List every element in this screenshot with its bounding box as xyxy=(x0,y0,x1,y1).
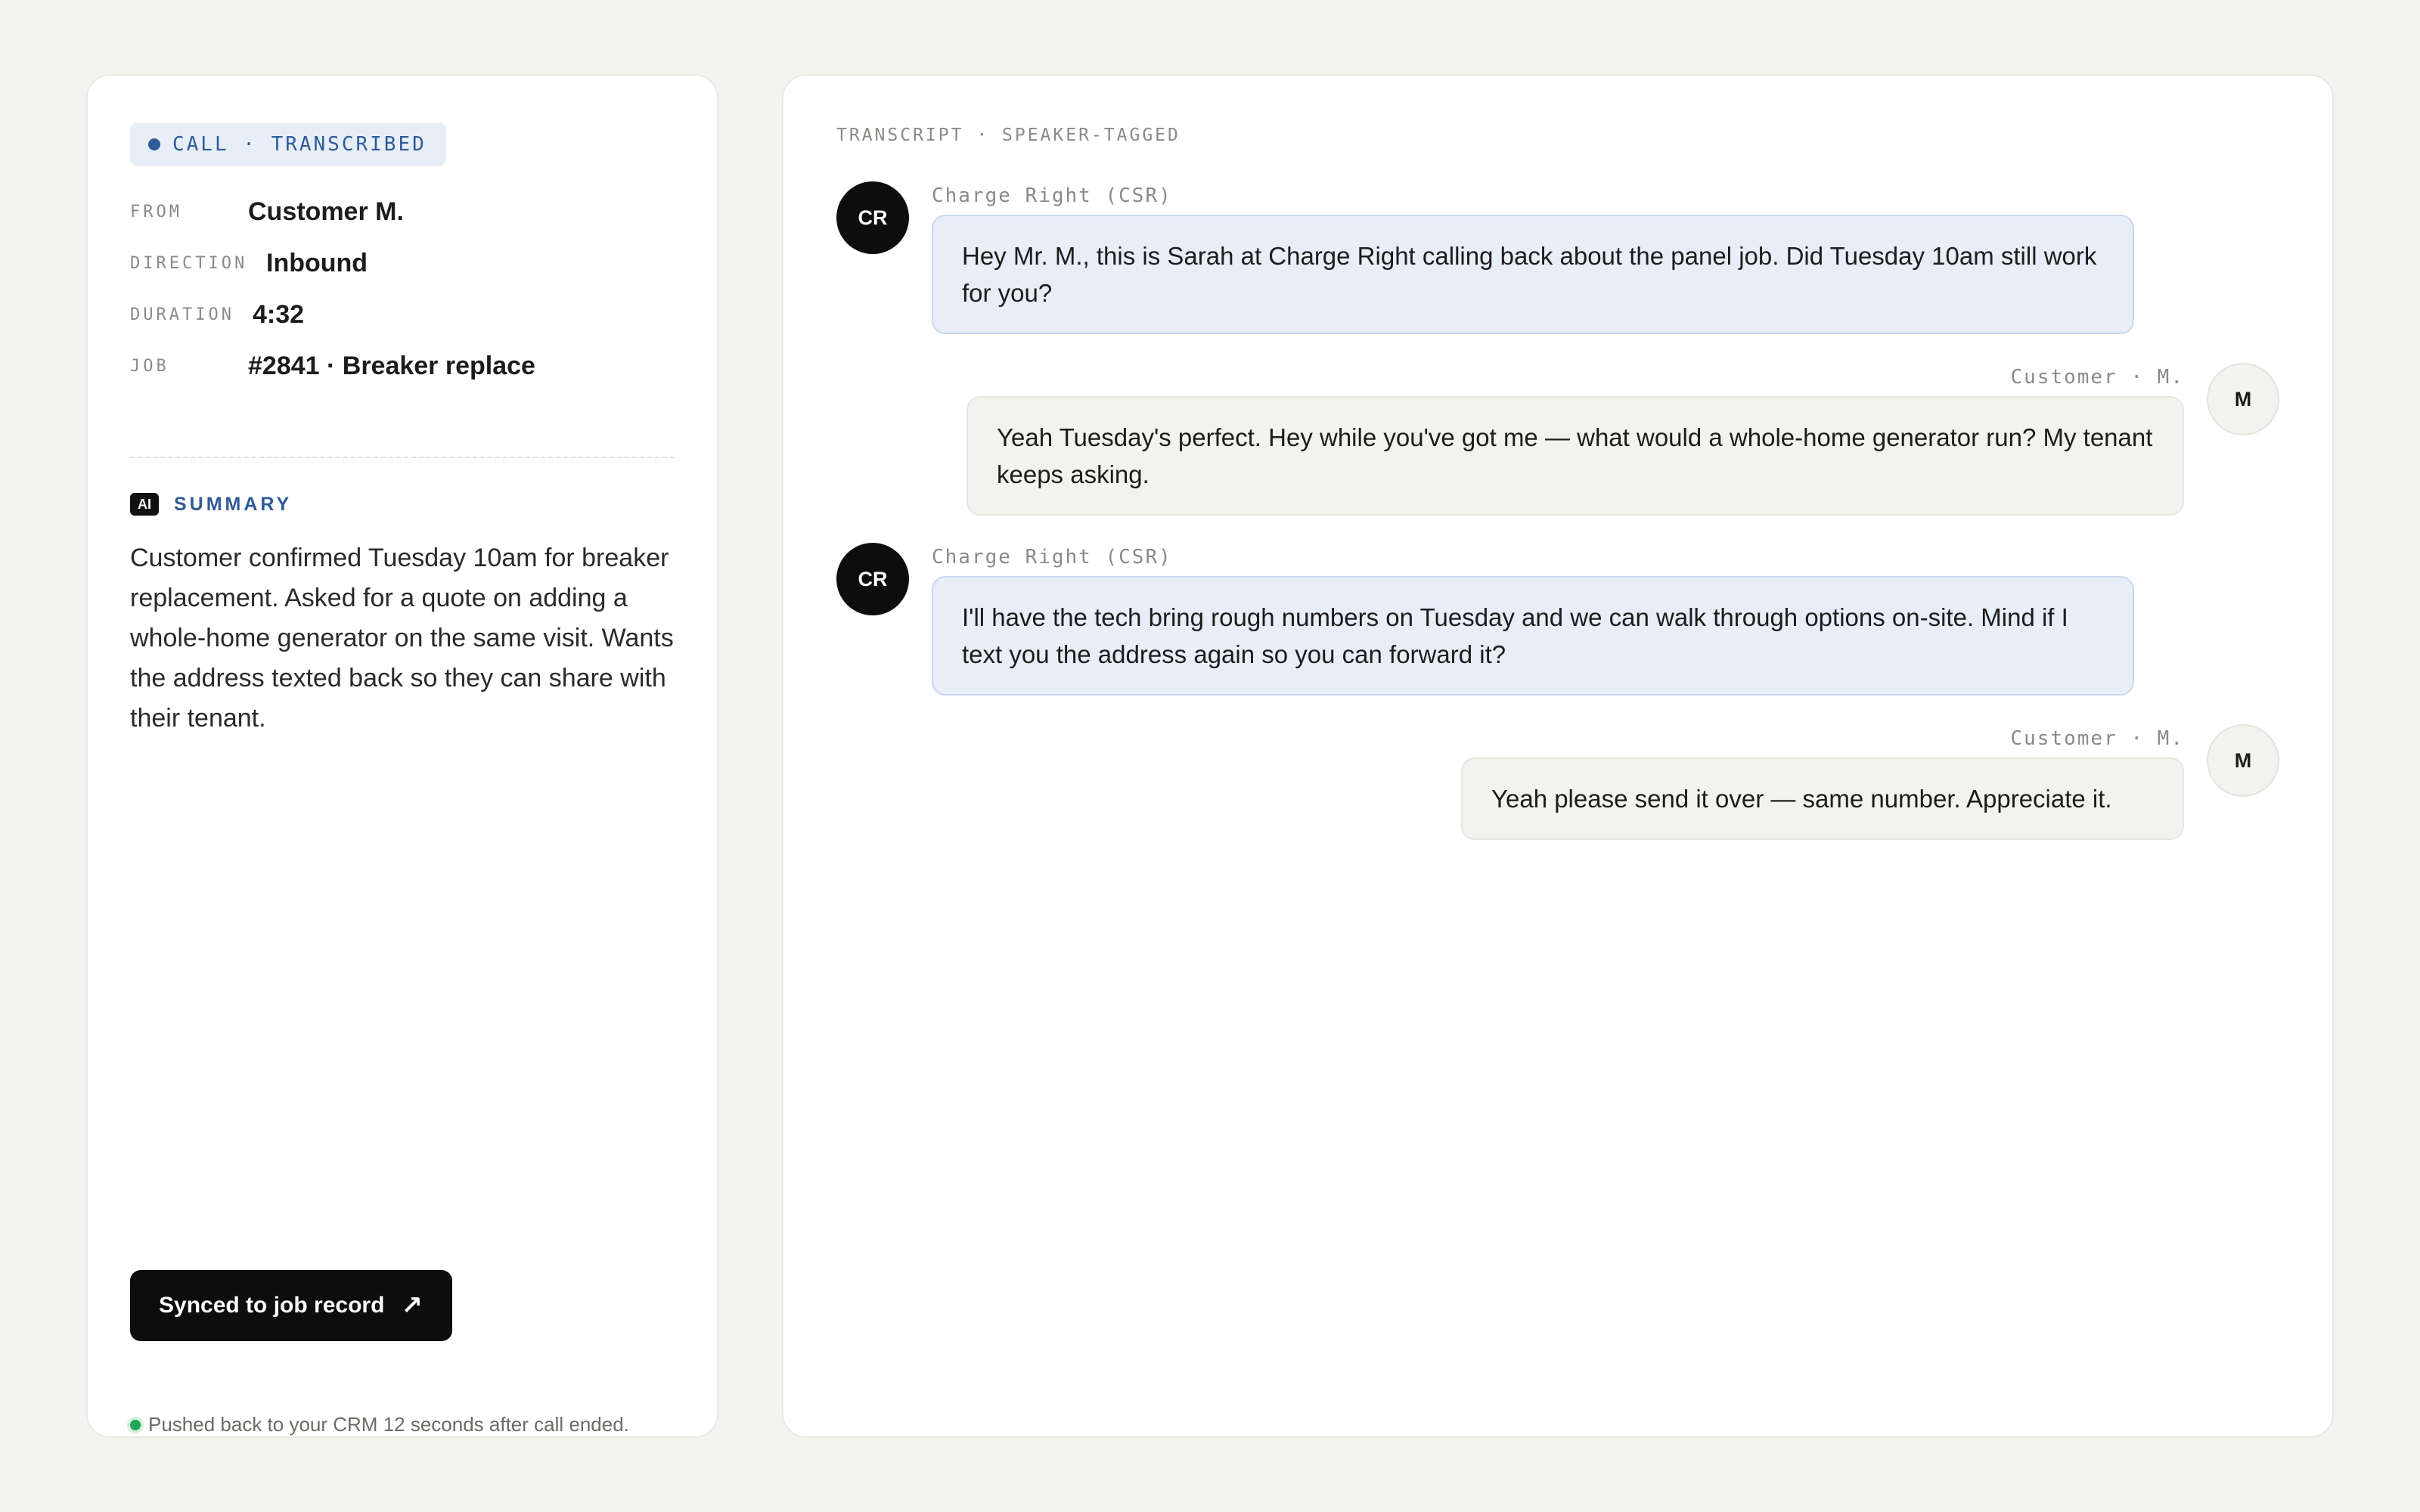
meta-label-duration: DURATION xyxy=(130,305,234,324)
speaker-label: Customer · M. xyxy=(2010,366,2184,389)
external-link-arrow-icon: ↗ xyxy=(401,1291,423,1320)
sync-status-dot-icon xyxy=(130,1420,141,1430)
speaker-label: Charge Right (CSR) xyxy=(932,184,1172,207)
speaker-label: Customer · M. xyxy=(2010,727,2184,750)
csr-avatar: CR xyxy=(836,181,909,254)
transcript-header: TRANSCRIPT · SPEAKER-TAGGED xyxy=(836,125,1181,145)
meta-value-from: Customer M. xyxy=(248,197,404,226)
summary-text: Customer confirmed Tuesday 10am for breaker replacement. Asked for a quote on adding a whole-home generator on the same visit. Wants the address texted back so they can share with their tenant. xyxy=(130,544,674,733)
status-dot-icon xyxy=(148,138,160,150)
message-bubble-csr: Hey Mr. M., this is Sarah at Charge Right calling back about the panel job. Did Tuesday 10am still work for you? xyxy=(932,215,2134,334)
transcript-card xyxy=(782,74,2334,1438)
message-bubble-customer: Yeah please send it over — same number. Appreciate it. xyxy=(1461,758,2184,840)
section-divider xyxy=(130,457,675,458)
call-details-card xyxy=(86,74,718,1438)
message-bubble-csr: I'll have the tech bring rough numbers on Tuesday and we can walk through options on-site. Mind if I text you the address again so you can forward it? xyxy=(932,576,2134,696)
customer-avatar: M xyxy=(2207,724,2279,797)
meta-row-duration xyxy=(130,289,675,340)
call-status-label: CALL · TRANSCRIBED xyxy=(172,133,427,156)
meta-row-direction xyxy=(130,237,675,289)
meta-value-direction: Inbound xyxy=(266,248,368,277)
call-status-badge xyxy=(130,122,446,166)
meta-label-direction: DIRECTION xyxy=(130,253,248,273)
summary-header xyxy=(130,493,675,516)
ai-badge: AI xyxy=(130,493,159,516)
csr-avatar: CR xyxy=(836,543,909,615)
sync-button-label: Synced to job record xyxy=(159,1293,385,1318)
meta-value-duration: 4:32 xyxy=(253,299,305,329)
call-meta-list xyxy=(130,186,675,392)
meta-value-job: #2841 · Breaker replace xyxy=(248,351,535,380)
meta-row-from xyxy=(130,186,675,237)
crm-sync-note xyxy=(130,1413,629,1436)
meta-label-job: JOB xyxy=(130,356,169,376)
meta-row-job xyxy=(130,340,675,392)
speaker-label: Charge Right (CSR) xyxy=(932,546,1172,569)
message-bubble-customer: Yeah Tuesday's perfect. Hey while you've got me — what would a whole-home generator run? My tenant keeps asking. xyxy=(966,396,2184,516)
meta-label-from: FROM xyxy=(130,202,182,222)
synced-to-job-record-button[interactable] xyxy=(130,1270,452,1341)
summary-title: SUMMARY xyxy=(174,493,293,515)
crm-sync-note-text: Pushed back to your CRM 12 seconds after call ended. xyxy=(148,1413,629,1436)
customer-avatar: M xyxy=(2207,363,2279,435)
